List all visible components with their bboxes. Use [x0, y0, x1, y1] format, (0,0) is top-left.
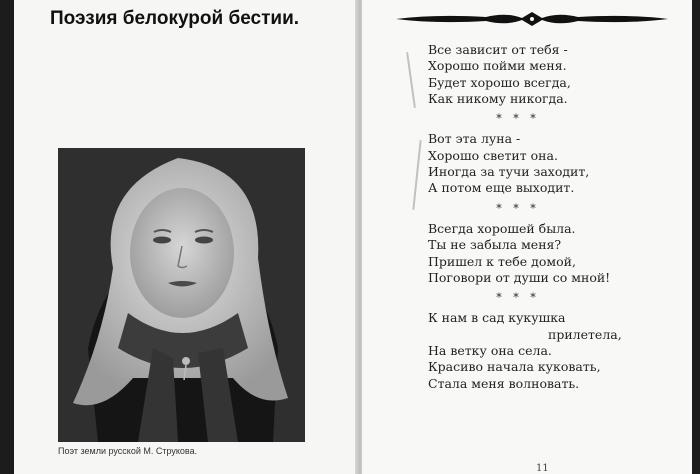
poem-line: К нам в сад кукушка — [428, 310, 566, 326]
poems-column — [428, 42, 650, 392]
poem-line: Иногда за тучи заходит, — [428, 164, 590, 180]
stanza-separator: * * * — [496, 112, 540, 126]
poem-stanza — [428, 42, 650, 107]
poem-line: Поговори от души со мной! — [428, 269, 611, 285]
poem-line: На ветку она села. — [428, 343, 552, 359]
left-page — [14, 0, 360, 474]
poem-line: Хорошо светит она. — [428, 147, 558, 163]
poem-stanza — [428, 131, 650, 196]
poem-line: Как никому никогда. — [428, 90, 568, 106]
stanza-separator: * * * — [496, 291, 540, 305]
portrait-illustration — [58, 148, 305, 442]
poem-line: Красиво начала куковать, — [428, 359, 601, 375]
poem-line: Всегда хорошей была. — [428, 220, 576, 236]
author-portrait-photo — [58, 148, 305, 442]
poem-line: Вот эта луна - — [428, 131, 521, 147]
poem-stanza — [428, 221, 650, 286]
poem-line: Ты не забыла меня? — [428, 237, 562, 253]
poem-line: прилетела, — [548, 326, 622, 342]
decorative-ornament — [396, 10, 668, 28]
page-title: Поэзия белокурой бестии. — [50, 8, 300, 29]
poem-line: Пришел к тебе домой, — [428, 253, 576, 269]
poem-stanza — [428, 310, 650, 391]
poem-line: Стала меня волновать. — [428, 375, 580, 391]
stanza-separator: * * * — [496, 201, 540, 215]
poem-line: Все зависит от тебя - — [428, 42, 568, 57]
poem-line: Хорошо пойми меня. — [428, 58, 567, 74]
page-number: 11 — [536, 463, 549, 474]
poem-line: Будет хорошо всегда, — [428, 74, 571, 90]
photo-caption: Поэт земли русской М. Струкова. — [58, 446, 198, 456]
poem-line: А потом еще выходит. — [428, 180, 575, 196]
